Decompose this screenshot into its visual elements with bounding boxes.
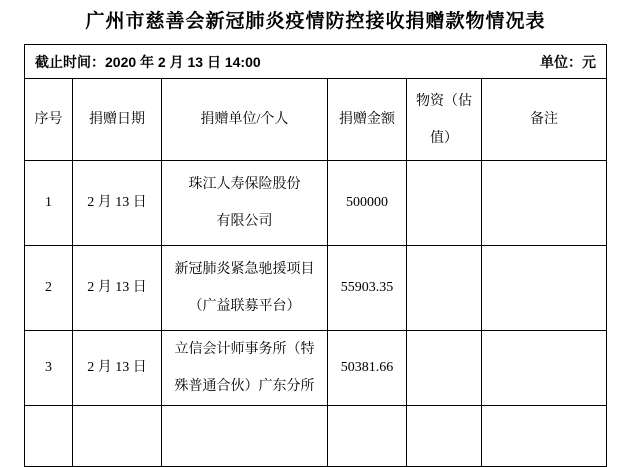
- donor-line: 有限公司: [216, 214, 273, 229]
- cell-no: 3: [25, 331, 73, 406]
- cell-amount: 500000: [328, 161, 407, 246]
- cell-goods: [407, 161, 482, 246]
- column-header-goods: 物资（估值）: [407, 79, 482, 161]
- cell-note: [482, 331, 607, 406]
- table-row: [25, 246, 607, 331]
- donor-line: 新冠肺炎紧急驰援项目: [174, 262, 315, 277]
- cell-note: [482, 246, 607, 331]
- cell-no: [25, 406, 73, 467]
- table-header-row: [25, 79, 607, 161]
- cell-donor: [162, 331, 328, 406]
- cell-amount: [328, 406, 407, 467]
- page-title: 广州市慈善会新冠肺炎疫情防控接收捐赠款物情况表: [85, 11, 546, 32]
- table-row: [25, 331, 607, 406]
- column-header-amount: 捐赠金额: [328, 79, 407, 161]
- cell-date: 2 月 13 日: [73, 331, 162, 406]
- table-row-cutoff: [25, 406, 607, 467]
- column-header-no: 序号: [25, 79, 73, 161]
- deadline-label: 截止时间：2020 年 2 月 13 日 14:00: [35, 53, 261, 70]
- cell-goods: [407, 246, 482, 331]
- cell-no: 1: [25, 161, 73, 246]
- cell-amount: 50381.66: [328, 331, 407, 406]
- cell-date: 2 月 13 日: [73, 246, 162, 331]
- donor-line: 珠江人寿保险股份: [188, 177, 301, 192]
- donor-line: 立信会计师事务所（特: [174, 342, 315, 357]
- cell-goods: [407, 331, 482, 406]
- cell-amount: 55903.35: [328, 246, 407, 331]
- cell-donor: [162, 246, 328, 331]
- cell-no: 2: [25, 246, 73, 331]
- cell-date: 2 月 13 日: [73, 161, 162, 246]
- cell-goods: [407, 406, 482, 467]
- column-header-note: 备注: [482, 79, 607, 161]
- donor-line: 殊普通合伙）广东分所: [174, 379, 315, 394]
- table-row: [25, 161, 607, 246]
- cell-date: [73, 406, 162, 467]
- donation-table: [24, 44, 607, 467]
- donor-line: （广益联募平台）: [188, 299, 301, 314]
- column-header-donor: 捐赠单位/个人: [162, 79, 328, 161]
- cell-donor: [162, 406, 328, 467]
- cell-note: [482, 406, 607, 467]
- meta-row: [25, 45, 607, 79]
- cell-donor: [162, 161, 328, 246]
- unit-label: 单位：元: [540, 53, 597, 70]
- meta-cell: [25, 45, 607, 79]
- column-header-date: 捐赠日期: [73, 79, 162, 161]
- cell-note: [482, 161, 607, 246]
